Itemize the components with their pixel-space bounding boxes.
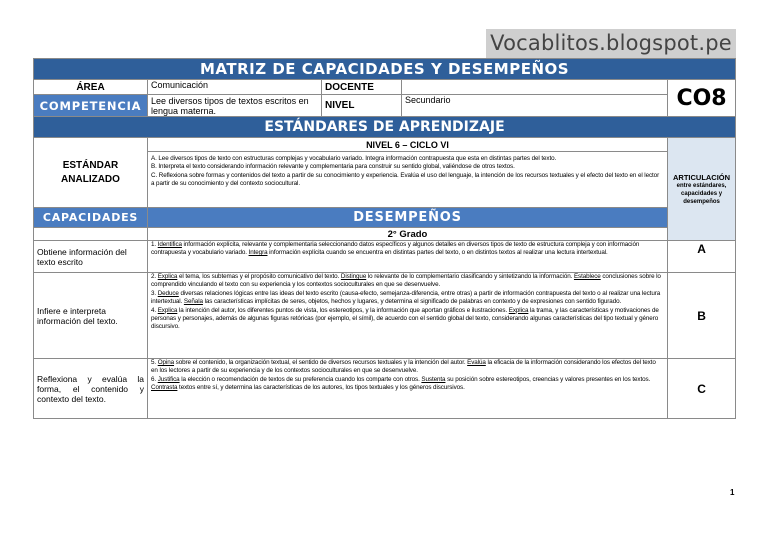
table-row — [34, 241, 736, 273]
standard-text-b: B. Interpreta el texto considerando información relevante y complementaria para construir su sentido global, valiéndose de otros textos. — [151, 163, 515, 171]
nivel-ciclo: NIVEL 6 – CICLO VI — [148, 138, 668, 152]
docente-value — [402, 80, 668, 95]
capacities-matrix — [33, 58, 736, 419]
docente-label: DOCENTE — [322, 80, 402, 95]
standard-analyzed-label: ESTÁNDAR ANALIZADO — [34, 138, 148, 208]
standard-text-a: A. Lee diversos tipos de texto con estructuras complejas y vocabulario variado. Integra información contrapuesta que esta en distintas partes del texto. — [151, 155, 557, 162]
watermark-logo: Vocablitos.blogspot.pe — [486, 29, 736, 58]
performance-text: 2. Explica el tema, los subtemas y el propósito comunicativo del texto. Distingue lo relevante de lo complementario clasificando y sintetizando la información. Establece conclusiones sobre lo comprendido vinculando el texto con su experiencia y los contextos socioculturales en que se desenvuelve. 3. Deduce diversas relaciones lógicas entre las ideas del texto escrito (causa-efecto, semejanza-diferencia, entre otras) a partir de información contrapuesta del texto o al realizar una lectura intertextual. Señala las características implícitas de seres, objetos, hechos y lugares, y determina el significado de palabras en contexto y de expresiones con sentido figurado. 4. Explica la intención del autor, los diferentes puntos de vista, los estereotipos, y la información que aportan gráficos e ilustraciones. Explica la trama, y las características y motivaciones de personas y personajes, además de algunas figuras retóricas (por ejemplo, el símil), de acuerdo con el sentido global del texto, considerando algunas características del tipo textual y género discursivo. — [148, 273, 668, 359]
grade-label: 2° Grado — [148, 228, 668, 241]
matrix-title: MATRIZ DE CAPACIDADES Y DESEMPEÑOS — [34, 59, 736, 80]
competencia-label: COMPETENCIA — [34, 95, 148, 117]
standard-text-c: C. Reflexiona sobre formas y contenidos del texto a partir de su conocimiento y experiencia. Evalúa el uso del lenguaje, la intención de los recursos textuales y el efecto del texto en el lector a partir de su conocimiento y del contexto sociocultural. — [151, 171, 660, 188]
nivel-value: Secundario — [402, 95, 668, 117]
articulation-letter: C — [668, 359, 736, 419]
capacity-name: Infiere e interpreta información del texto. — [34, 273, 148, 359]
area-label: ÁREA — [34, 80, 148, 95]
standards-section-title: ESTÁNDARES DE APRENDIZAJE — [34, 117, 736, 138]
performance-text: 1. Identifica información explícita, relevante y complementaria seleccionando datos específicos y algunos detalles en diversos tipos de texto de estructura compleja y con información contrapuesta y vocabulario variado. Integra información explícita cuando se encuentra en distintas partes del texto, o en distintos textos al realizar una lectura intertextual. — [148, 241, 668, 273]
articulation-letter: B — [668, 273, 736, 359]
performance-text: 5. Opina sobre el contenido, la organización textual, el sentido de diversos recursos textuales y la intención del autor. Evalúa la eficacia de la información considerando los efectos del texto en los lectores a partir de su experiencia y de los contextos socioculturales en que se desenvuelve. 6. Justifica la elección o recomendación de textos de su preferencia cuando los comparte con otros. Sustenta su posición sobre estereotipos, creencias y valores presentes en los textos. Contrasta textos entre sí, y determina las características de los autores, los tipos textuales y los géneros discursivos. — [148, 359, 668, 419]
competencia-value: Lee diversos tipos de textos escritos en lengua materna. — [148, 95, 322, 117]
capacity-name: Reflexiona y evalúa la forma, el contenido y contexto del texto. — [34, 359, 148, 419]
area-value: Comunicación — [148, 80, 322, 95]
desempenos-header: DESEMPEÑOS — [148, 208, 668, 228]
articulation-letter: A — [668, 241, 736, 273]
table-row — [34, 359, 736, 419]
page-number: 1 — [730, 488, 735, 497]
capacity-name: Obtiene información del texto escrito — [34, 241, 148, 273]
table-row — [34, 273, 736, 359]
articulation-title: ARTICULACIÓN — [672, 172, 731, 182]
articulation-cell — [668, 138, 736, 241]
standard-text — [148, 152, 668, 208]
capacidades-header: CAPACIDADES — [34, 208, 148, 228]
nivel-label: NIVEL — [322, 95, 402, 117]
articulation-subtitle: entre estándares, capacidades y desempeños — [676, 182, 727, 205]
competency-code: CO8 — [668, 80, 736, 117]
